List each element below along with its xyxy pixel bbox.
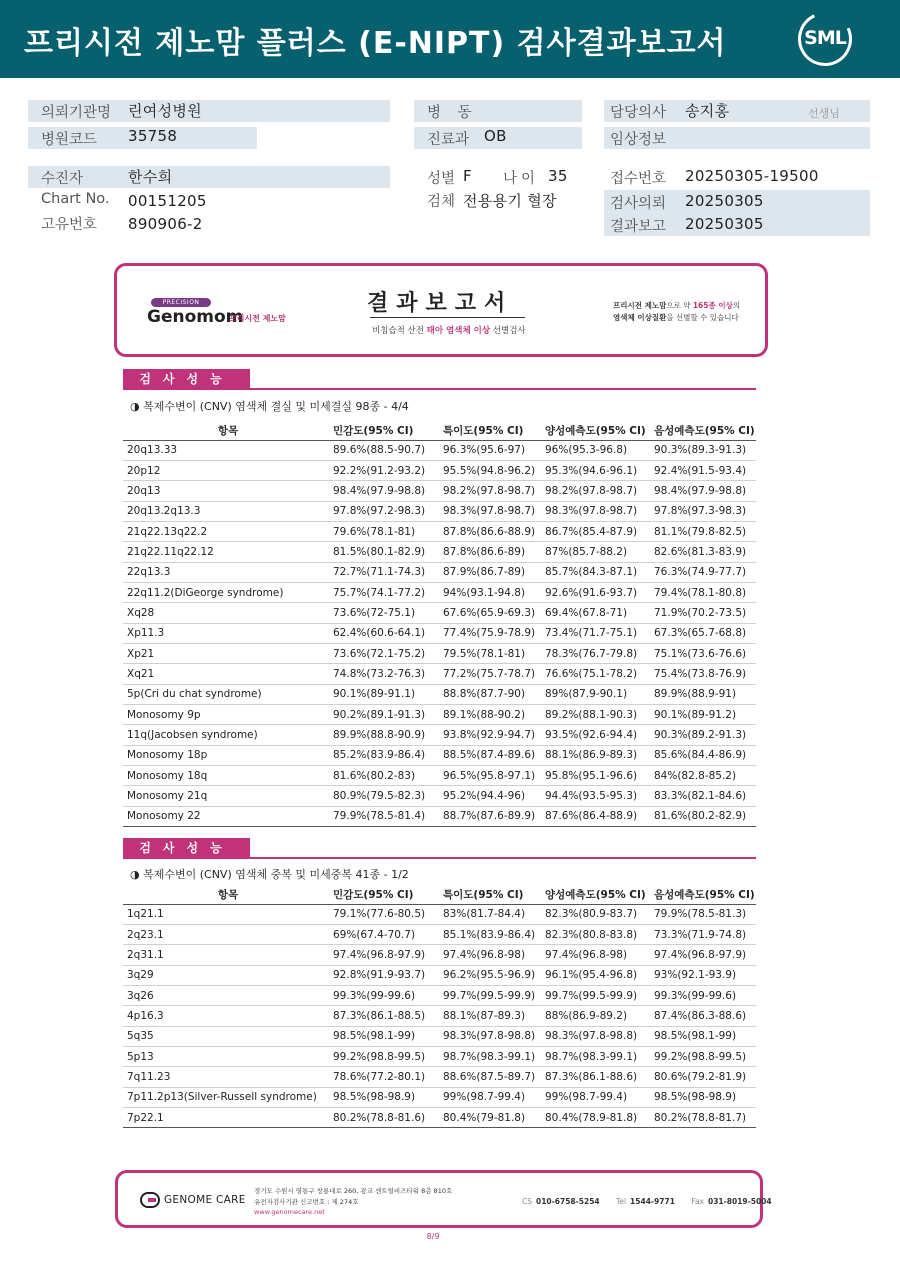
item-cell: 21q22.11q22.12 xyxy=(123,542,329,562)
section1-subtitle: ◑ 복제수변이 (CNV) 염색체 결실 및 미세결실 98종 - 4/4 xyxy=(130,400,409,413)
metric-cell: 81.5%(80.1-82.9) xyxy=(329,542,439,562)
banner-note-1a: 프리시전 제노맘 xyxy=(613,301,667,310)
genome-care-name: GENOME CARE xyxy=(164,1194,246,1206)
clinical-label: 임상정보 xyxy=(610,132,667,148)
specimen-value: 전용용기 혈장 xyxy=(463,192,557,210)
metric-cell: 80.2%(78.8-81.6) xyxy=(329,1107,439,1127)
column-header: 음성예측도(95% CI) xyxy=(650,886,756,904)
metric-cell: 90.2%(89.1-91.3) xyxy=(329,704,439,724)
metric-cell: 98.5%(98.1-99) xyxy=(650,1026,756,1046)
metric-cell: 97.4%(96.8-97.9) xyxy=(329,945,439,965)
metric-cell: 98.2%(97.8-98.7) xyxy=(541,481,650,501)
metric-cell: 97.8%(97.3-98.3) xyxy=(650,501,756,521)
metric-cell: 99.3%(99-99.6) xyxy=(329,985,439,1005)
metric-cell: 90.3%(89.3-91.3) xyxy=(650,440,756,460)
metric-cell: 96.1%(95.4-96.8) xyxy=(541,965,650,985)
table-row xyxy=(123,440,756,460)
item-cell: 4p16.3 xyxy=(123,1006,329,1026)
metric-cell: 90.1%(89-91.1) xyxy=(329,684,439,704)
item-cell: Monosomy 18p xyxy=(123,745,329,765)
item-cell: 5q35 xyxy=(123,1026,329,1046)
metric-cell: 82.3%(80.9-83.7) xyxy=(541,904,650,924)
table-row xyxy=(123,766,756,786)
metric-cell: 99.3%(99-99.6) xyxy=(650,985,756,1005)
id-value: 890906-2 xyxy=(128,215,203,233)
id-label: 고유번호 xyxy=(41,217,98,233)
column-header: 양성예측도(95% CI) xyxy=(541,886,650,904)
page-number: 8/9 xyxy=(426,1232,440,1241)
metric-cell: 79.1%(77.6-80.5) xyxy=(329,904,439,924)
doctor-value: 송지홍 xyxy=(685,102,730,120)
metric-cell: 69.4%(67.8-71) xyxy=(541,603,650,623)
column-header: 민감도(95% CI) xyxy=(329,422,439,440)
banner-note-1c: 165종 이상 xyxy=(692,301,733,310)
table-row xyxy=(123,582,756,602)
metric-cell: 97.4%(96.8-97.9) xyxy=(650,945,756,965)
table-row xyxy=(123,562,756,582)
table-row xyxy=(123,501,756,521)
metric-cell: 80.4%(78.9-81.8) xyxy=(541,1107,650,1127)
sml-logo xyxy=(798,12,852,66)
tel-label: Tel xyxy=(616,1197,627,1206)
hospital-code-label: 병원코드 xyxy=(41,132,98,148)
metric-cell: 95.5%(94.8-96.2) xyxy=(439,460,541,480)
ward-label: 병 동 xyxy=(427,105,478,121)
metric-cell: 89.2%(88.1-90.3) xyxy=(541,704,650,724)
report-header-bar xyxy=(0,0,900,78)
metric-cell: 85.2%(83.9-86.4) xyxy=(329,745,439,765)
table-row xyxy=(123,664,756,684)
metric-cell: 76.6%(75.1-78.2) xyxy=(541,664,650,684)
footer-contacts xyxy=(522,1197,786,1206)
metric-cell: 82.3%(80.8-83.8) xyxy=(541,924,650,944)
genomom-logo-subtext: 프리시전 제노맘 xyxy=(229,314,286,323)
metric-cell: 99.2%(98.8-99.5) xyxy=(329,1046,439,1066)
metric-cell: 78.6%(77.2-80.1) xyxy=(329,1067,439,1087)
item-cell: Xq28 xyxy=(123,603,329,623)
report-date-label: 결과보고 xyxy=(610,219,667,235)
metric-cell: 90.1%(89-91.2) xyxy=(650,704,756,724)
fax-label: Fax xyxy=(691,1197,704,1206)
metric-cell: 87.8%(86.6-89) xyxy=(439,542,541,562)
metric-cell: 98.3%(97.8-98.8) xyxy=(439,1026,541,1046)
doctor-label: 담당의사 xyxy=(610,105,667,121)
metric-cell: 98.4%(97.9-98.8) xyxy=(650,481,756,501)
metric-cell: 79.9%(78.5-81.4) xyxy=(329,806,439,826)
item-cell: Xp11.3 xyxy=(123,623,329,643)
table-row xyxy=(123,1107,756,1127)
metric-cell: 99.2%(98.8-99.5) xyxy=(650,1046,756,1066)
age-value: 35 xyxy=(548,167,568,185)
metric-cell: 93.8%(92.9-94.7) xyxy=(439,725,541,745)
duplication-performance-table xyxy=(123,886,756,1128)
metric-cell: 99%(98.7-99.4) xyxy=(541,1087,650,1107)
table-row xyxy=(123,684,756,704)
report-title: 프리시전 제노맘 플러스 (E-NIPT) 검사결과보고서 xyxy=(24,26,727,61)
item-cell: Xp21 xyxy=(123,643,329,663)
table-row xyxy=(123,623,756,643)
metric-cell: 96.5%(95.8-97.1) xyxy=(439,766,541,786)
table-row xyxy=(123,1026,756,1046)
item-cell: 11q(Jacobsen syndrome) xyxy=(123,725,329,745)
metric-cell: 85.1%(83.9-86.4) xyxy=(439,924,541,944)
metric-cell: 73.6%(72.1-75.2) xyxy=(329,643,439,663)
metric-cell: 88%(86.9-89.2) xyxy=(541,1006,650,1026)
item-cell: 20p12 xyxy=(123,460,329,480)
metric-cell: 89%(87.9-90.1) xyxy=(541,684,650,704)
metric-cell: 87.3%(86.1-88.6) xyxy=(541,1067,650,1087)
item-cell: 20q13.33 xyxy=(123,440,329,460)
item-cell: 21q22.13q22.2 xyxy=(123,521,329,541)
dept-label: 진료과 xyxy=(427,132,470,148)
table-row xyxy=(123,1067,756,1087)
patient-label: 수진자 xyxy=(41,171,84,187)
item-cell: Monosomy 22 xyxy=(123,806,329,826)
metric-cell: 83%(81.7-84.4) xyxy=(439,904,541,924)
metric-cell: 79.5%(78.1-81) xyxy=(439,643,541,663)
section2-subtitle: ◑ 복제수변이 (CNV) 염색체 중복 및 미세중복 41종 - 1/2 xyxy=(130,868,409,881)
column-header: 항목 xyxy=(123,422,329,440)
table-row xyxy=(123,643,756,663)
table-row xyxy=(123,945,756,965)
metric-cell: 80.9%(79.5-82.3) xyxy=(329,786,439,806)
metric-cell: 80.6%(79.2-81.9) xyxy=(650,1067,756,1087)
column-header: 항목 xyxy=(123,886,329,904)
banner-note-2a: 염색체 이상질환 xyxy=(613,313,667,322)
metric-cell: 71.9%(70.2-73.5) xyxy=(650,603,756,623)
table-header-row xyxy=(123,422,756,440)
metric-cell: 73.6%(72-75.1) xyxy=(329,603,439,623)
metric-cell: 88.6%(87.5-89.7) xyxy=(439,1067,541,1087)
table-header-row xyxy=(123,886,756,904)
section1-tag: 검사성능 xyxy=(123,369,250,389)
precision-pill: PRECISION xyxy=(151,298,211,307)
metric-cell: 98.5%(98-98.9) xyxy=(329,1087,439,1107)
table-row xyxy=(123,460,756,480)
metric-cell: 96.3%(95.6-97) xyxy=(439,440,541,460)
footer-license: 유전자검사기관 신고번호 : 제 274호 xyxy=(254,1198,359,1206)
footer-website-link[interactable]: www.genomecare.net xyxy=(254,1208,325,1216)
metric-cell: 98.7%(98.3-99.1) xyxy=(541,1046,650,1066)
table-row xyxy=(123,924,756,944)
footer-box xyxy=(115,1170,772,1228)
metric-cell: 78.3%(76.7-79.8) xyxy=(541,643,650,663)
metric-cell: 81.6%(80.2-83) xyxy=(329,766,439,786)
banner-note-1b: 으로 약 xyxy=(666,301,693,310)
banner-title: 결과보고서 xyxy=(367,291,514,316)
banner-note-line2 xyxy=(613,312,739,323)
metric-cell: 75.1%(73.6-76.6) xyxy=(650,643,756,663)
metric-cell: 89.9%(88.9-91) xyxy=(650,684,756,704)
section2-tag: 검사성능 xyxy=(123,838,250,858)
column-header: 음성예측도(95% CI) xyxy=(650,422,756,440)
metric-cell: 93%(92.1-93.9) xyxy=(650,965,756,985)
metric-cell: 96.2%(95.5-96.9) xyxy=(439,965,541,985)
metric-cell: 89.1%(88-90.2) xyxy=(439,704,541,724)
item-cell: 5p(Cri du chat syndrome) xyxy=(123,684,329,704)
column-header: 특이도(95% CI) xyxy=(439,422,541,440)
item-cell: 22q13.3 xyxy=(123,562,329,582)
table-row xyxy=(123,985,756,1005)
metric-cell: 98.7%(98.3-99.1) xyxy=(439,1046,541,1066)
item-cell: 20q13.2q13.3 xyxy=(123,501,329,521)
banner-subtitle-pre: 비침습적 산전 xyxy=(372,326,427,336)
fax-value: 031-8019-5004 xyxy=(707,1197,772,1206)
item-cell: 20q13 xyxy=(123,481,329,501)
table-row xyxy=(123,1006,756,1026)
metric-cell: 98.4%(97.9-98.8) xyxy=(329,481,439,501)
banner-note-1d: 의 xyxy=(732,301,741,310)
age-label: 나이 xyxy=(503,171,540,187)
metric-cell: 95.8%(95.1-96.6) xyxy=(541,766,650,786)
table-row xyxy=(123,521,756,541)
sex-label: 성별 xyxy=(427,171,456,187)
metric-cell: 77.2%(75.7-78.7) xyxy=(439,664,541,684)
table-row xyxy=(123,481,756,501)
chart-value: 00151205 xyxy=(128,192,207,210)
specimen-label: 검체 xyxy=(427,194,456,210)
table-row xyxy=(123,603,756,623)
item-cell: 5p13 xyxy=(123,1046,329,1066)
footer-address: 경기도 수원시 영통구 창룡대로 260, 광교 센트럴비즈타워 8층 810호 xyxy=(254,1187,453,1195)
metric-cell: 98.3%(97.8-98.7) xyxy=(439,501,541,521)
item-cell: 3q29 xyxy=(123,965,329,985)
metric-cell: 88.5%(87.4-89.6) xyxy=(439,745,541,765)
metric-cell: 98.2%(97.8-98.7) xyxy=(439,481,541,501)
patient-value: 한수희 xyxy=(128,168,173,186)
metric-cell: 73.3%(71.9-74.8) xyxy=(650,924,756,944)
request-label: 검사의뢰 xyxy=(610,196,667,212)
tel-value: 1544-9771 xyxy=(630,1197,675,1206)
metric-cell: 98.5%(98-98.9) xyxy=(650,1087,756,1107)
metric-cell: 74.8%(73.2-76.3) xyxy=(329,664,439,684)
metric-cell: 77.4%(75.9-78.9) xyxy=(439,623,541,643)
metric-cell: 98.3%(97.8-98.7) xyxy=(541,501,650,521)
metric-cell: 72.7%(71.1-74.3) xyxy=(329,562,439,582)
metric-cell: 93.5%(92.6-94.4) xyxy=(541,725,650,745)
table-row xyxy=(123,725,756,745)
deletion-performance-table xyxy=(123,422,756,827)
dept-value: OB xyxy=(484,127,507,145)
metric-cell: 88.7%(87.6-89.9) xyxy=(439,806,541,826)
metric-cell: 87.3%(86.1-88.5) xyxy=(329,1006,439,1026)
metric-cell: 82.6%(81.3-83.9) xyxy=(650,542,756,562)
table-row xyxy=(123,806,756,826)
metric-cell: 87.6%(86.4-88.9) xyxy=(541,806,650,826)
banner-subtitle xyxy=(372,324,526,336)
item-cell: Monosomy 21q xyxy=(123,786,329,806)
metric-cell: 87.9%(86.7-89) xyxy=(439,562,541,582)
metric-cell: 88.8%(87.7-90) xyxy=(439,684,541,704)
table-row xyxy=(123,1046,756,1066)
metric-cell: 90.3%(89.2-91.3) xyxy=(650,725,756,745)
metric-cell: 79.9%(78.5-81.3) xyxy=(650,904,756,924)
item-cell: 7p11.2p13(Silver-Russell syndrome) xyxy=(123,1087,329,1107)
metric-cell: 98.5%(98.1-99) xyxy=(329,1026,439,1046)
metric-cell: 67.3%(65.7-68.8) xyxy=(650,623,756,643)
banner-note-line1 xyxy=(613,300,740,311)
item-cell: Xq21 xyxy=(123,664,329,684)
item-cell: 3q26 xyxy=(123,985,329,1005)
metric-cell: 85.6%(84.4-86.9) xyxy=(650,745,756,765)
table-row xyxy=(123,542,756,562)
metric-cell: 62.4%(60.6-64.1) xyxy=(329,623,439,643)
table-row xyxy=(123,1087,756,1107)
hospital-code-value: 35758 xyxy=(128,127,178,145)
metric-cell: 87.8%(86.6-88.9) xyxy=(439,521,541,541)
metric-cell: 92.8%(91.9-93.7) xyxy=(329,965,439,985)
metric-cell: 92.4%(91.5-93.4) xyxy=(650,460,756,480)
request-value: 20250305 xyxy=(685,192,764,210)
metric-cell: 98.3%(97.8-98.8) xyxy=(541,1026,650,1046)
metric-cell: 69%(67.4-70.7) xyxy=(329,924,439,944)
sex-value: F xyxy=(463,167,472,185)
metric-cell: 75.7%(74.1-77.2) xyxy=(329,582,439,602)
receipt-label: 접수번호 xyxy=(610,171,667,187)
hospital-value: 린여성병원 xyxy=(128,102,202,120)
table-row xyxy=(123,704,756,724)
table-row xyxy=(123,904,756,924)
metric-cell: 67.6%(65.9-69.3) xyxy=(439,603,541,623)
banner-title-underline xyxy=(370,317,525,318)
metric-cell: 81.1%(79.8-82.5) xyxy=(650,521,756,541)
item-cell: 2q31.1 xyxy=(123,945,329,965)
metric-cell: 88.1%(86.9-89.3) xyxy=(541,745,650,765)
metric-cell: 96%(95.3-96.8) xyxy=(541,440,650,460)
metric-cell: 75.4%(73.8-76.9) xyxy=(650,664,756,684)
banner-subtitle-post: 선별검사 xyxy=(490,326,526,336)
genome-care-logo-icon xyxy=(140,1192,160,1208)
metric-cell: 88.1%(87-89.3) xyxy=(439,1006,541,1026)
metric-cell: 95.3%(94.6-96.1) xyxy=(541,460,650,480)
report-date-value: 20250305 xyxy=(685,215,764,233)
metric-cell: 89.9%(88.8-90.9) xyxy=(329,725,439,745)
banner-note-2b: 을 선별할 수 있습니다 xyxy=(666,313,739,322)
item-cell: 7q11.23 xyxy=(123,1067,329,1087)
metric-cell: 99%(98.7-99.4) xyxy=(439,1087,541,1107)
item-cell: 2q23.1 xyxy=(123,924,329,944)
item-cell: 1q21.1 xyxy=(123,904,329,924)
column-header: 민감도(95% CI) xyxy=(329,886,439,904)
chart-label: Chart No. xyxy=(41,191,110,207)
sml-logo-text: SML xyxy=(804,27,846,49)
metric-cell: 84%(82.8-85.2) xyxy=(650,766,756,786)
metric-cell: 80.2%(78.8-81.7) xyxy=(650,1107,756,1127)
metric-cell: 86.7%(85.4-87.9) xyxy=(541,521,650,541)
column-header: 특이도(95% CI) xyxy=(439,886,541,904)
cs-value: 010-6758-5254 xyxy=(536,1197,600,1206)
table-row xyxy=(123,786,756,806)
item-cell: Monosomy 18q xyxy=(123,766,329,786)
metric-cell: 95.2%(94.4-96) xyxy=(439,786,541,806)
metric-cell: 83.3%(82.1-84.6) xyxy=(650,786,756,806)
hospital-label: 의뢰기관명 xyxy=(41,105,112,121)
metric-cell: 73.4%(71.7-75.1) xyxy=(541,623,650,643)
metric-cell: 97.4%(96.8-98) xyxy=(541,945,650,965)
column-header: 양성예측도(95% CI) xyxy=(541,422,650,440)
metric-cell: 87%(85.7-88.2) xyxy=(541,542,650,562)
metric-cell: 87.4%(86.3-88.6) xyxy=(650,1006,756,1026)
item-cell: Monosomy 9p xyxy=(123,704,329,724)
table-row xyxy=(123,745,756,765)
cs-label: CS xyxy=(522,1197,532,1206)
doctor-suffix: 선생님 xyxy=(808,107,840,120)
metric-cell: 79.4%(78.1-80.8) xyxy=(650,582,756,602)
metric-cell: 92.2%(91.2-93.2) xyxy=(329,460,439,480)
table-row xyxy=(123,965,756,985)
metric-cell: 85.7%(84.3-87.1) xyxy=(541,562,650,582)
banner-subtitle-highlight: 태아 염색체 이상 xyxy=(426,326,491,336)
report-banner xyxy=(114,263,768,357)
receipt-value: 20250305-19500 xyxy=(685,167,819,185)
metric-cell: 94.4%(93.5-95.3) xyxy=(541,786,650,806)
metric-cell: 97.8%(97.2-98.3) xyxy=(329,501,439,521)
metric-cell: 80.4%(79-81.8) xyxy=(439,1107,541,1127)
item-cell: 22q11.2(DiGeorge syndrome) xyxy=(123,582,329,602)
genomom-logo-text: Genomom xyxy=(147,307,244,327)
item-cell: 7p22.1 xyxy=(123,1107,329,1127)
metric-cell: 94%(93.1-94.8) xyxy=(439,582,541,602)
metric-cell: 79.6%(78.1-81) xyxy=(329,521,439,541)
metric-cell: 99.7%(99.5-99.9) xyxy=(541,985,650,1005)
metric-cell: 99.7%(99.5-99.9) xyxy=(439,985,541,1005)
metric-cell: 97.4%(96.8-98) xyxy=(439,945,541,965)
metric-cell: 92.6%(91.6-93.7) xyxy=(541,582,650,602)
metric-cell: 76.3%(74.9-77.7) xyxy=(650,562,756,582)
metric-cell: 81.6%(80.2-82.9) xyxy=(650,806,756,826)
metric-cell: 89.6%(88.5-90.7) xyxy=(329,440,439,460)
